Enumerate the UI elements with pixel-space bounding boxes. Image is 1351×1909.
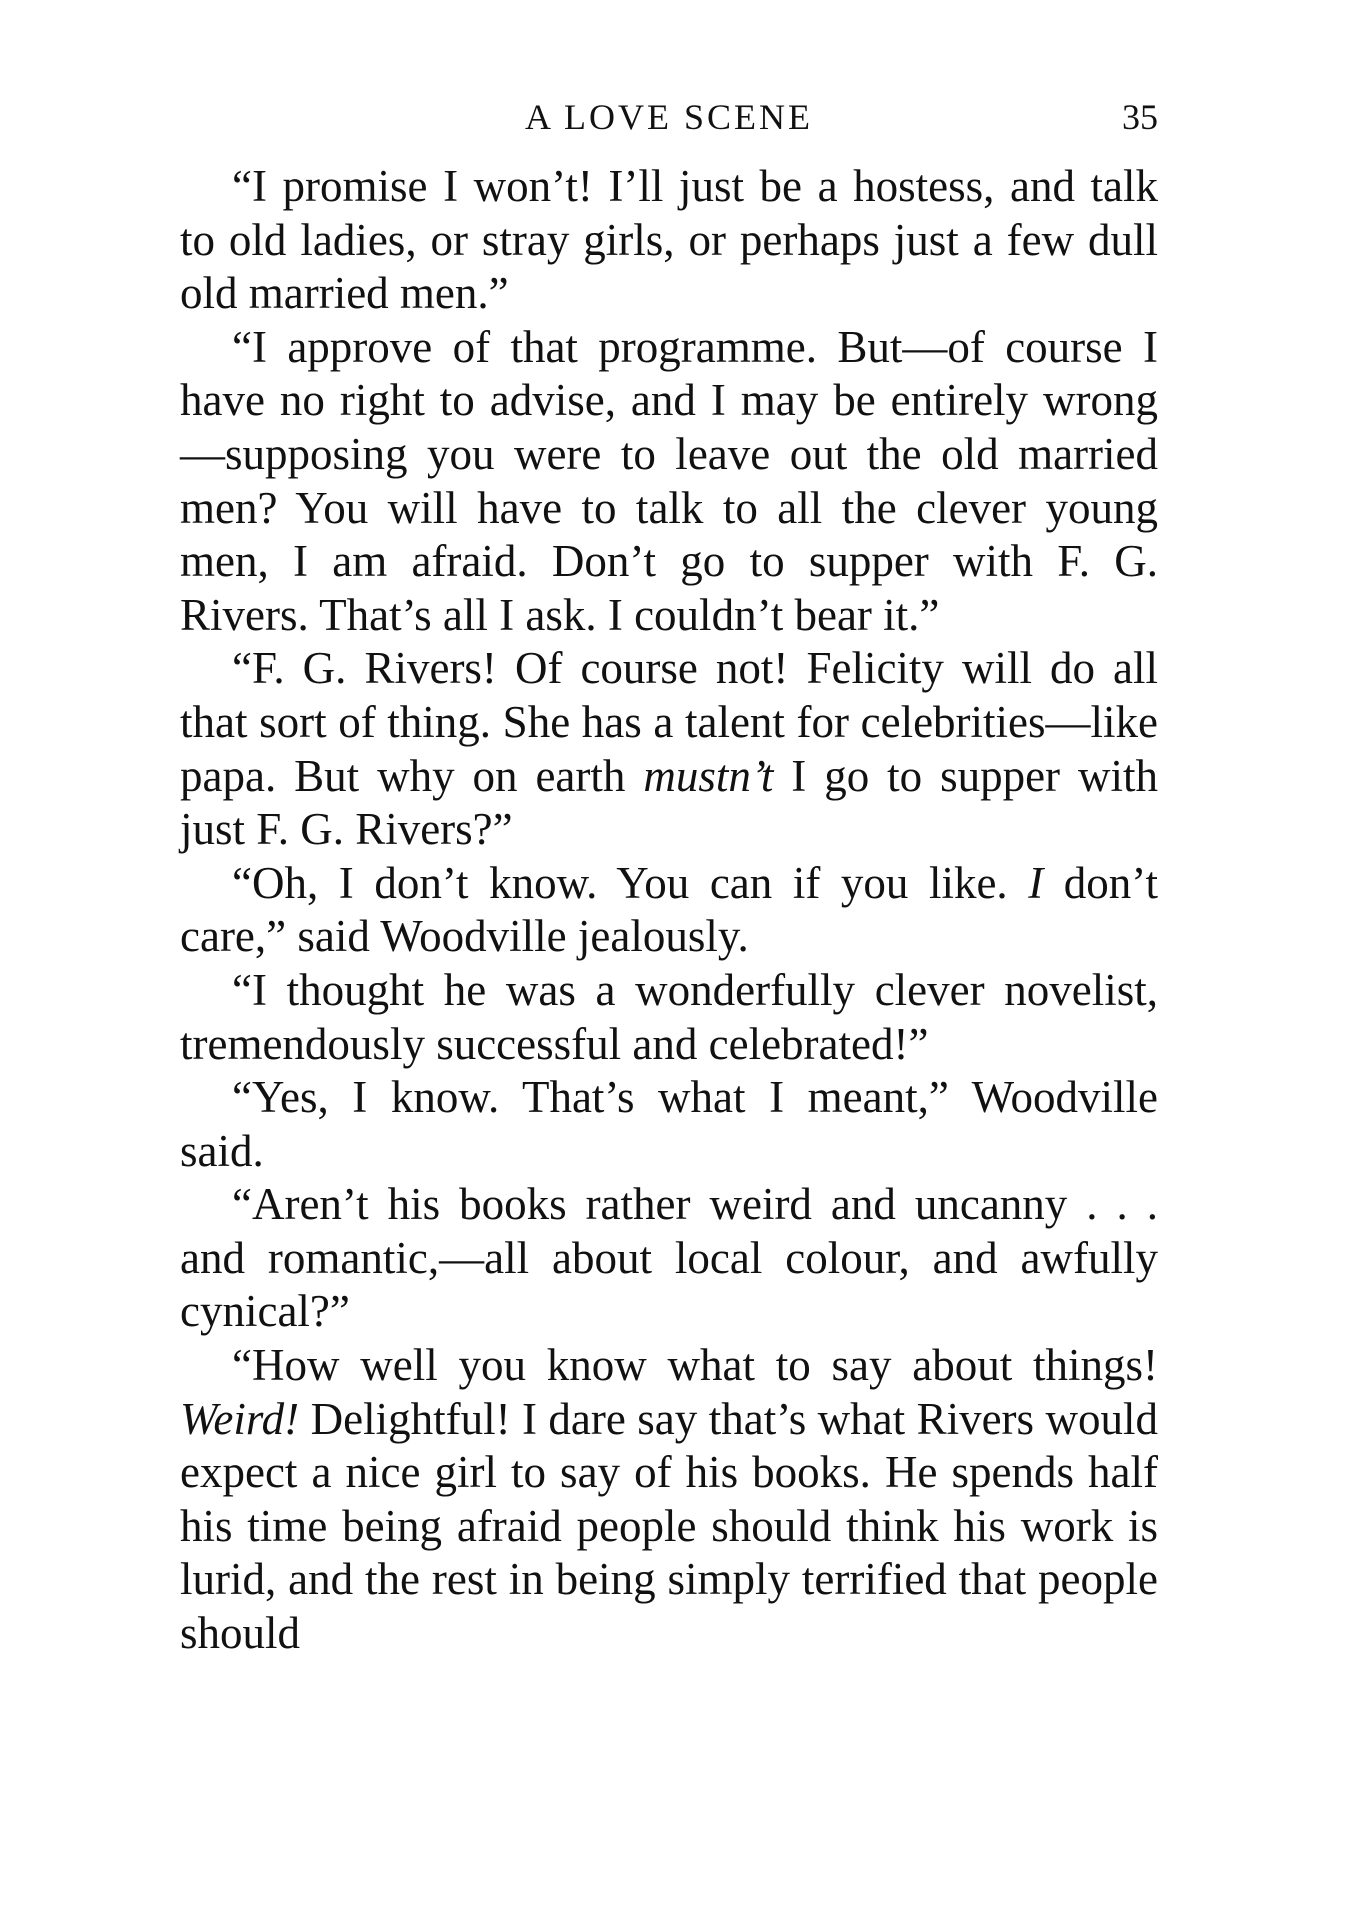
- text-run: “I approve of that programme. But—of course I have no right to advise, and I may be entirely wrong—supposing you were to leave out the old married men? You will have to talk to all the clever young men, I am afraid. Don’t go to supper with F. G. Rivers. That’s all I ask. I couldn’t bear it.”: [180, 321, 1158, 640]
- paragraph: [180, 642, 1158, 856]
- paragraph: [180, 1339, 1158, 1661]
- paragraph: [180, 857, 1158, 964]
- paragraph: [180, 964, 1158, 1071]
- text-run: don’t care,” said Woodville jealously.: [180, 857, 1158, 962]
- page-number: 35: [1122, 97, 1158, 137]
- italic-text: Weird!: [180, 1393, 300, 1444]
- paragraph: [180, 160, 1158, 321]
- text-run: I go to supper with just F. G. Rivers?”: [180, 750, 1158, 855]
- text-run: “Oh, I don’t know. You can if you like.: [232, 857, 1029, 908]
- body-text: [180, 160, 1158, 1661]
- text-run: “Yes, I know. That’s what I meant,” Woodville said.: [180, 1072, 1158, 1176]
- text-run: Delightful! I dare say that’s what Rivers would expect a nice girl to say of his books. He spends half his time being afraid people should think his work is lurid, and the rest in being simply terrified that people should: [180, 1393, 1158, 1659]
- text-run: “How well you know what to say about things!: [232, 1340, 1158, 1391]
- text-run: “I thought he was a wonderfully clever novelist, tremendously successful and celebrated!”: [180, 964, 1158, 1069]
- text-run: “F. G. Rivers! Of course not! Felicity will do all that sort of thing. She has a talent for celebrities—like papa. But why on earth: [180, 643, 1158, 801]
- paragraph: [180, 321, 1158, 643]
- text-run: “I promise I won’t! I’ll just be a hostess, and talk to old ladies, or stray girls, or perhaps just a few dull old married men.”: [180, 161, 1158, 319]
- italic-text: mustn’t: [643, 750, 774, 801]
- paragraph: [180, 1178, 1158, 1339]
- text-run: “Aren’t his books rather weird and uncanny . . . and romantic,—all about local colour, and awfully cynical?”: [180, 1179, 1158, 1337]
- paragraph: [180, 1071, 1158, 1178]
- running-head: [180, 92, 1158, 142]
- italic-text: I: [1028, 857, 1044, 908]
- chapter-title: A LOVE SCENE: [525, 97, 813, 137]
